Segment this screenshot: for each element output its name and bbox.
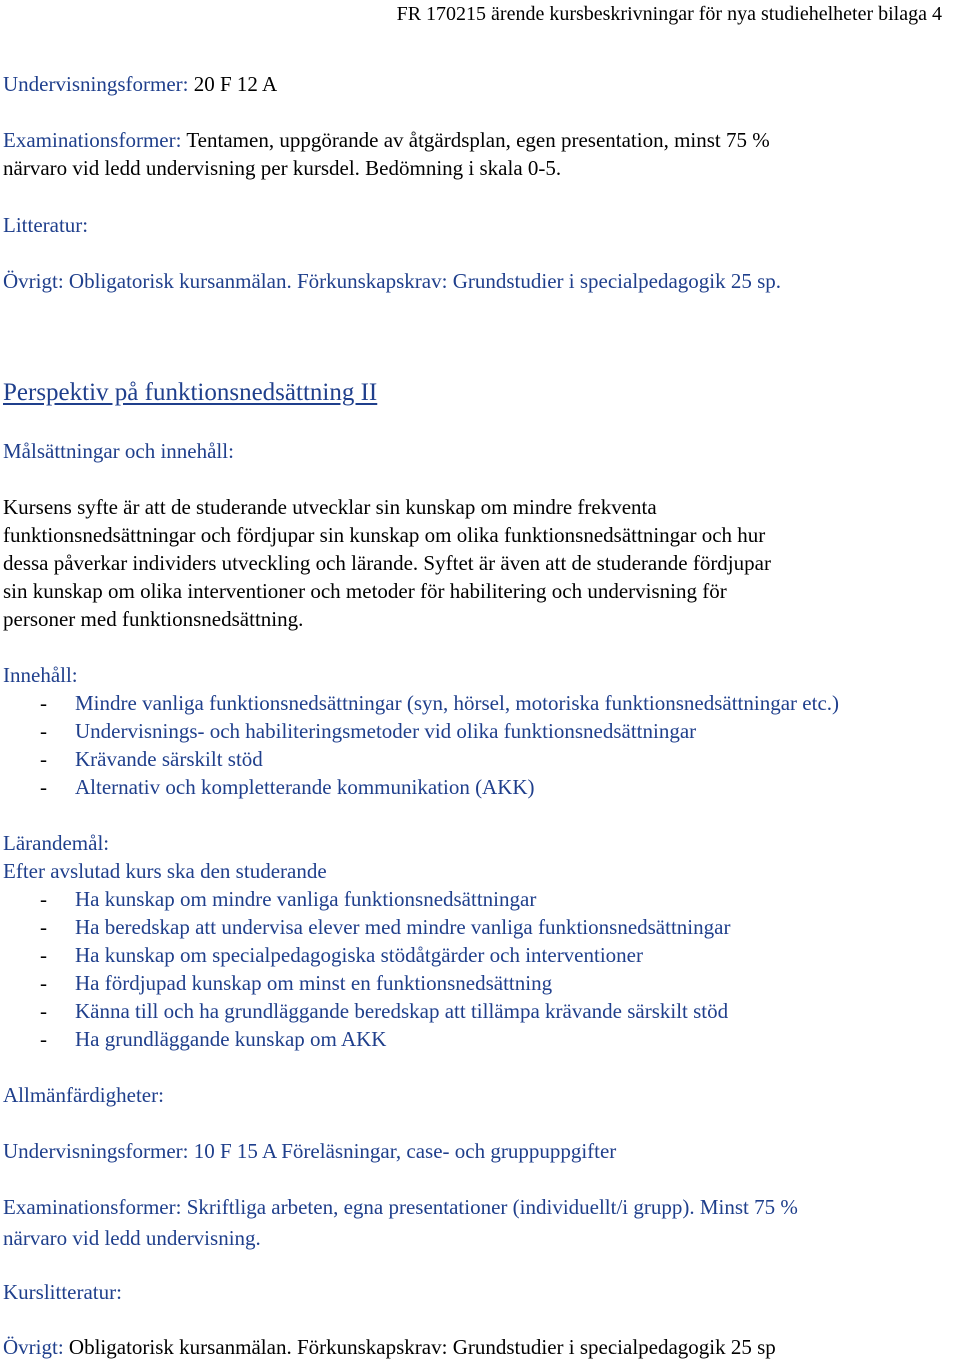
larandemal-list bbox=[3, 885, 958, 1053]
dash-marker: - bbox=[40, 887, 47, 911]
course-title: Perspektiv på funktionsnedsättning II bbox=[3, 379, 378, 406]
dash-marker: - bbox=[40, 747, 47, 771]
examinationsformer-text1: Skriftliga arbeten, egna presentationer (individuellt/i grupp). Minst 75 % bbox=[181, 1195, 798, 1219]
list-item bbox=[3, 941, 958, 969]
syfte-line-2: funktionsnedsättningar och fördjupar sin kunskap om olika funktionsnedsättningar och hur bbox=[3, 523, 766, 547]
dash-marker: - bbox=[40, 691, 47, 715]
prev-ovrigt-value: Obligatorisk kursanmälan. Förkunskapskrav: Grundstudier i specialpedagogik 25 sp. bbox=[63, 269, 782, 293]
undervisningsformer bbox=[3, 1137, 953, 1165]
prev-undervisningsformer-value: 20 F 12 A bbox=[188, 72, 278, 96]
list-item bbox=[3, 689, 958, 717]
dash-marker: - bbox=[40, 1027, 47, 1051]
document-reference: FR 170215 ärende kursbeskrivningar för nya studiehelheter bilaga 4 bbox=[396, 3, 942, 25]
malsattningar-label: Målsättningar och innehåll: bbox=[3, 439, 234, 463]
dash-marker: - bbox=[40, 915, 47, 939]
prev-undervisningsformer-label: Undervisningsformer: bbox=[3, 72, 189, 96]
larandemal-item-1: Ha kunskap om mindre vanliga funktionsnedsättningar bbox=[75, 887, 537, 911]
prev-ovrigt-label: Övrigt: bbox=[3, 269, 64, 293]
list-item bbox=[3, 717, 958, 745]
kurslitteratur-label: Kurslitteratur: bbox=[3, 1280, 122, 1304]
list-item bbox=[3, 969, 958, 997]
dash-marker: - bbox=[40, 719, 47, 743]
syfte-line-4: sin kunskap om olika interventioner och metoder för habilitering och undervisning för bbox=[3, 579, 727, 603]
innehall-item-3: Krävande särskilt stöd bbox=[75, 747, 263, 771]
larandemal-intro: Efter avslutad kurs ska den studerande bbox=[3, 859, 327, 883]
prev-litteratur-label: Litteratur: bbox=[3, 213, 89, 237]
larandemal-label: Lärandemål: bbox=[3, 831, 110, 855]
ovrigt-label: Övrigt: bbox=[3, 1335, 64, 1359]
ovrigt bbox=[3, 1333, 953, 1361]
innehall-item-2: Undervisnings- och habiliteringsmetoder vid olika funktionsnedsättningar bbox=[75, 719, 697, 743]
larandemal-item-4: Ha fördjupad kunskap om minst en funktionsnedsättning bbox=[75, 971, 553, 995]
undervisningsformer-value: 10 F 15 A Föreläsningar, case- och gruppuppgifter bbox=[188, 1139, 617, 1163]
list-item bbox=[3, 745, 958, 773]
list-item bbox=[3, 885, 958, 913]
dash-marker: - bbox=[40, 775, 47, 799]
list-item bbox=[3, 773, 958, 801]
larandemal-item-2: Ha beredskap att undervisa elever med mindre vanliga funktionsnedsättningar bbox=[75, 915, 731, 939]
dash-marker: - bbox=[40, 999, 47, 1023]
examinationsformer-label: Examinationsformer: bbox=[3, 1195, 182, 1219]
prev-examinationsformer-text1: Tentamen, uppgörande av åtgärdsplan, egen presentation, minst 75 % bbox=[181, 128, 770, 152]
dash-marker: - bbox=[40, 943, 47, 967]
innehall-item-4: Alternativ och kompletterande kommunikation (AKK) bbox=[75, 775, 535, 799]
prev-examinationsformer-label: Examinationsformer: bbox=[3, 128, 182, 152]
syfte-line-1: Kursens syfte är att de studerande utvecklar sin kunskap om mindre frekventa bbox=[3, 495, 657, 519]
ovrigt-value: Obligatorisk kursanmälan. Förkunskapskrav: Grundstudier i specialpedagogik 25 sp bbox=[63, 1335, 776, 1359]
examinationsformer-line1 bbox=[3, 1193, 953, 1221]
larandemal-item-3: Ha kunskap om specialpedagogiska stödåtgärder och interventioner bbox=[75, 943, 643, 967]
list-item bbox=[3, 913, 958, 941]
prev-examinationsformer-line1 bbox=[3, 126, 953, 154]
larandemal-item-6: Ha grundläggande kunskap om AKK bbox=[75, 1027, 387, 1051]
prev-examinationsformer-line2: närvaro vid ledd undervisning per kursdel. Bedömning i skala 0-5. bbox=[3, 156, 562, 180]
prev-ovrigt bbox=[3, 267, 953, 295]
dash-marker: - bbox=[40, 971, 47, 995]
innehall-item-1: Mindre vanliga funktionsnedsättningar (syn, hörsel, motoriska funktionsnedsättningar etc.) bbox=[75, 691, 840, 715]
allmanfardigheter-label: Allmänfärdigheter: bbox=[3, 1083, 164, 1107]
syfte-line-5: personer med funktionsnedsättning. bbox=[3, 607, 304, 631]
innehall-list bbox=[3, 689, 958, 801]
larandemal-item-5: Känna till och ha grundläggande beredskap att tillämpa krävande särskilt stöd bbox=[75, 999, 729, 1023]
undervisningsformer-label: Undervisningsformer: bbox=[3, 1139, 189, 1163]
list-item bbox=[3, 1025, 958, 1053]
list-item bbox=[3, 997, 958, 1025]
syfte-line-3: dessa påverkar individers utveckling och lärande. Syftet är även att de studerande fördjupar bbox=[3, 551, 771, 575]
examinationsformer-line2: närvaro vid ledd undervisning. bbox=[3, 1226, 261, 1250]
prev-undervisningsformer bbox=[3, 70, 953, 98]
innehall-label: Innehåll: bbox=[3, 663, 78, 687]
